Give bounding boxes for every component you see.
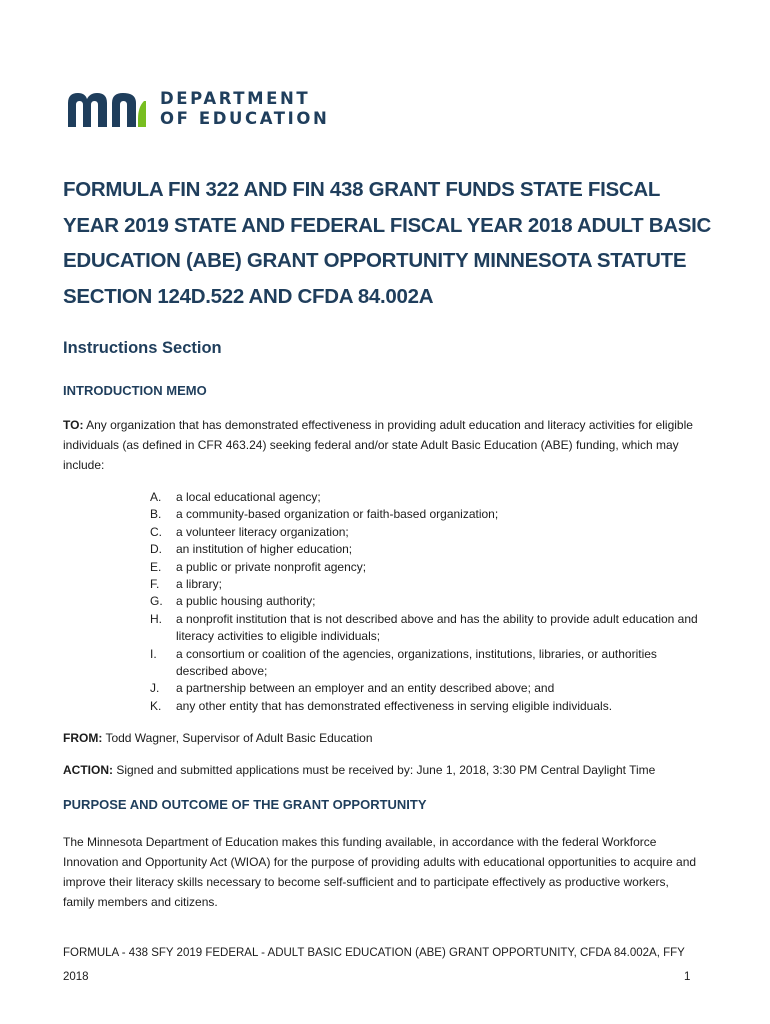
list-item-text: a local educational agency; (176, 490, 321, 504)
list-item (150, 646, 710, 681)
list-item-text: a community-based organization or faith-based organization; (176, 507, 499, 522)
list-item (150, 541, 710, 558)
list-item (150, 524, 710, 541)
list-item-text: a public or private nonprofit agency; (176, 559, 367, 574)
list-item-letter: K. (150, 698, 162, 713)
purpose-paragraph: The Minnesota Department of Education makes this funding available, in accordance with the federal Workforce Innovation and Opportunity Act (WIOA) for the purpose of providing adults with educational opportunities to acquire and improve their literacy skills necessary to become self-sufficient and to participate effectively as productive workers, family members and citizens. (63, 835, 697, 909)
list-item-text: a partnership between an employer and an entity described above; and (176, 681, 555, 696)
list-item-letter: G. (150, 594, 163, 609)
list-item-text: a consortium or coalition of the agencies, organizations, institutions, libraries, or authorities described above; (176, 646, 657, 679)
list-item-letter: C. (150, 524, 162, 539)
logo-line-department: DEPARTMENT (160, 89, 311, 108)
mn-education-logo (66, 88, 329, 130)
action-paragraph (63, 760, 703, 780)
list-item (150, 576, 710, 593)
list-item (150, 506, 710, 523)
list-item-text: any other entity that has demonstrated effectiveness in serving eligible individuals. (176, 698, 613, 713)
list-item (150, 593, 710, 610)
document-title: FORMULA FIN 322 AND FIN 438 GRANT FUNDS STATE FISCAL YEAR 2019 STATE AND FEDERAL FISCAL YEAR 2018 ADULT BASIC EDUCATION (ABE) GRANT OPPORTUNITY MINNESOTA STATUTE SECTION 124D.522 AND CFDA 84.002A (63, 178, 712, 308)
list-item-text: a volunteer literacy organization; (176, 524, 349, 539)
list-item (150, 489, 710, 506)
action-label: ACTION: (63, 763, 113, 777)
list-item-letter: E. (150, 559, 162, 574)
logo-line-of-education: OF EDUCATION (160, 109, 330, 128)
list-item-text: a library; (176, 577, 223, 592)
list-item-letter: A. (150, 490, 162, 504)
to-text: Any organization that has demonstrated effectiveness in providing adult education and literacy activities for eligible individuals (as defined in CFR 463.24) seeking federal and/or state Adult Basic Education (ABE) funding, which may include: (63, 418, 693, 472)
list-item-letter: F. (150, 577, 160, 592)
page-footer: FORMULA - 438 SFY 2019 FEDERAL - ADULT BASIC EDUCATION (ABE) GRANT OPPORTUNITY, CFDA 84.002A, FFY 2018 (63, 947, 685, 983)
list-item (150, 680, 710, 697)
page-number: 1 (684, 971, 691, 983)
purpose-heading: PURPOSE AND OUTCOME OF THE GRANT OPPORTUNITY (63, 797, 427, 812)
list-item-letter: H. (150, 611, 162, 626)
list-item-text: a nonprofit institution that is not described above and has the ability to provide adult education and literacy activities to eligible individuals; (176, 611, 698, 644)
from-label: FROM: (63, 731, 103, 745)
to-paragraph (63, 415, 703, 475)
eligible-entities-list (150, 489, 710, 715)
list-item-letter: I. (150, 646, 157, 661)
instructions-section-heading: Instructions Section (63, 339, 222, 357)
introduction-memo-heading: INTRODUCTION MEMO (63, 383, 207, 398)
action-text: Signed and submitted applications must be received by: June 1, 2018, 3:30 PM Central Daylight Time (113, 763, 656, 777)
list-item-text: a public housing authority; (176, 594, 316, 609)
list-item-text: an institution of higher education; (176, 542, 353, 557)
list-item (150, 559, 710, 576)
from-text: Todd Wagner, Supervisor of Adult Basic Education (102, 731, 373, 745)
list-item-letter: D. (150, 542, 162, 557)
from-paragraph (63, 728, 703, 748)
list-item (150, 611, 710, 646)
to-label: TO: (63, 418, 84, 432)
list-item-letter: B. (150, 507, 162, 522)
mn-logo-mark-icon (66, 89, 148, 129)
list-item-letter: J. (150, 681, 160, 696)
list-item (150, 698, 710, 715)
